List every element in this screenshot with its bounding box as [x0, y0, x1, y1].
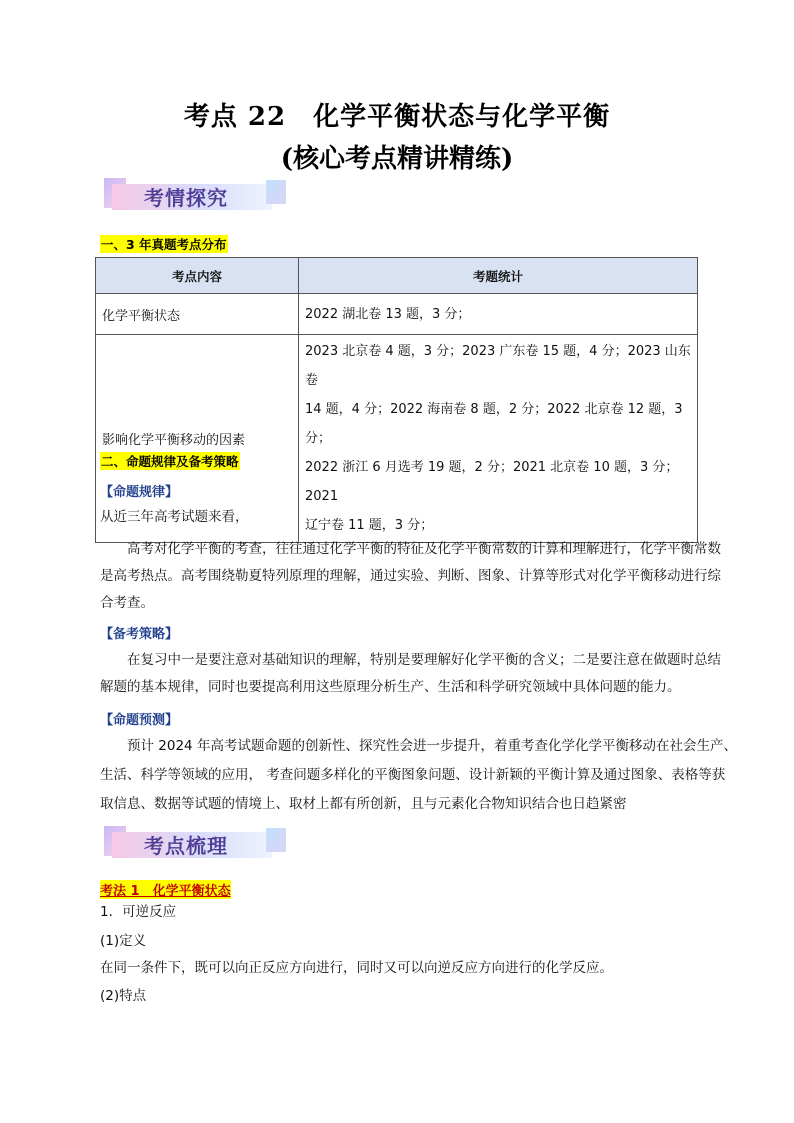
- rule-paragraph-1: 从近三年高考试题来看，: [100, 509, 249, 525]
- banner-kaodian: [104, 826, 290, 862]
- tag-rule: 【命题规律】: [100, 485, 179, 500]
- stats-line: 2022 浙江 6 月选考 19 题，2 分；2021 北京卷 10 题，3 分；2021: [305, 460, 679, 504]
- banner-right-square: [266, 180, 286, 204]
- forecast-line-2: 生活、科学等领域的应用， 考查问题多样化的平衡图象问题、设计新颖的平衡计算及通过图象、表格等获: [100, 767, 726, 783]
- content-definition: 在同一条件下，既可以向正反应方向进行，同时又可以向逆反应方向进行的化学反应。: [100, 960, 613, 976]
- banner-label: 考点梳理: [144, 834, 228, 858]
- exam-stats-table: [95, 257, 698, 543]
- banner-label: 考情探究: [144, 186, 228, 210]
- page-subtitle: (核心考点精讲精练): [280, 144, 514, 174]
- table-header-topic: 考点内容: [96, 258, 299, 294]
- page-title: 考点 22 化学平衡状态与化学平衡: [183, 102, 611, 132]
- stats-line: 14 题，4 分；2022 海南卷 8 题，2 分；2022 北京卷 12 题，3 分；: [305, 402, 683, 446]
- tag-forecast: 【命题预测】: [100, 713, 179, 728]
- method-heading: 考法 1 化学平衡状态: [100, 880, 231, 899]
- strategy-line-1: 在复习中一是要注意对基础知识的理解，特别是要理解好化学平衡的含义；二是要注意在做题时总结: [127, 652, 721, 668]
- content-sub-2: (2)特点: [100, 988, 147, 1004]
- content-item-1: 1．可逆反应: [100, 904, 177, 920]
- table-cell-topic: 化学平衡状态: [96, 294, 299, 335]
- table-cell-stats: [299, 294, 698, 335]
- forecast-line-1: 预计 2024 年高考试题命题的创新性、探究性会进一步提升，着重考查化学化学平衡移动在社会生产、: [127, 738, 737, 754]
- banner-right-square: [266, 828, 286, 852]
- content-sub-1: (1)定义: [100, 933, 147, 949]
- strategy-line-2: 解题的基本规律，同时也要提高利用这些原理分析生产、生活和科学研究领域中具体问题的能力。: [100, 679, 681, 695]
- tag-strategy: 【备考策略】: [100, 627, 179, 642]
- stats-line: 2022 湖北卷 13 题，3 分；: [305, 306, 471, 322]
- section-heading-strategy: 二、命题规律及备考策略: [101, 454, 239, 469]
- stats-line: 辽宁卷 11 题，3 分；: [305, 518, 434, 533]
- table-cell-stats: [299, 335, 698, 543]
- banner-kaoqing: [104, 178, 290, 214]
- rule-line-3: 合考查。: [100, 595, 154, 611]
- section-heading-distribution: 一、3 年真题考点分布: [101, 237, 227, 252]
- stats-line: 2023 北京卷 4 题，3 分；2023 广东卷 15 题，4 分；2023 山东卷: [305, 344, 691, 388]
- rule-line-1: 高考对化学平衡的考查，往往通过化学平衡的特征及化学平衡常数的计算和理解进行，化学平衡常数: [127, 541, 721, 557]
- table-header-stats: 考题统计: [299, 258, 698, 294]
- table-row: [96, 294, 698, 335]
- forecast-line-3: 取信息、数据等试题的情境上、取材上都有所创新，且与元素化合物知识结合也日趋紧密: [100, 796, 627, 812]
- rule-line-2: 是高考热点。高考围绕勒夏特列原理的理解，通过实验、判断、图象、计算等形式对化学平衡移动进行综: [100, 568, 721, 584]
- table-cell-topic: 影响化学平衡移动的因素: [96, 335, 299, 543]
